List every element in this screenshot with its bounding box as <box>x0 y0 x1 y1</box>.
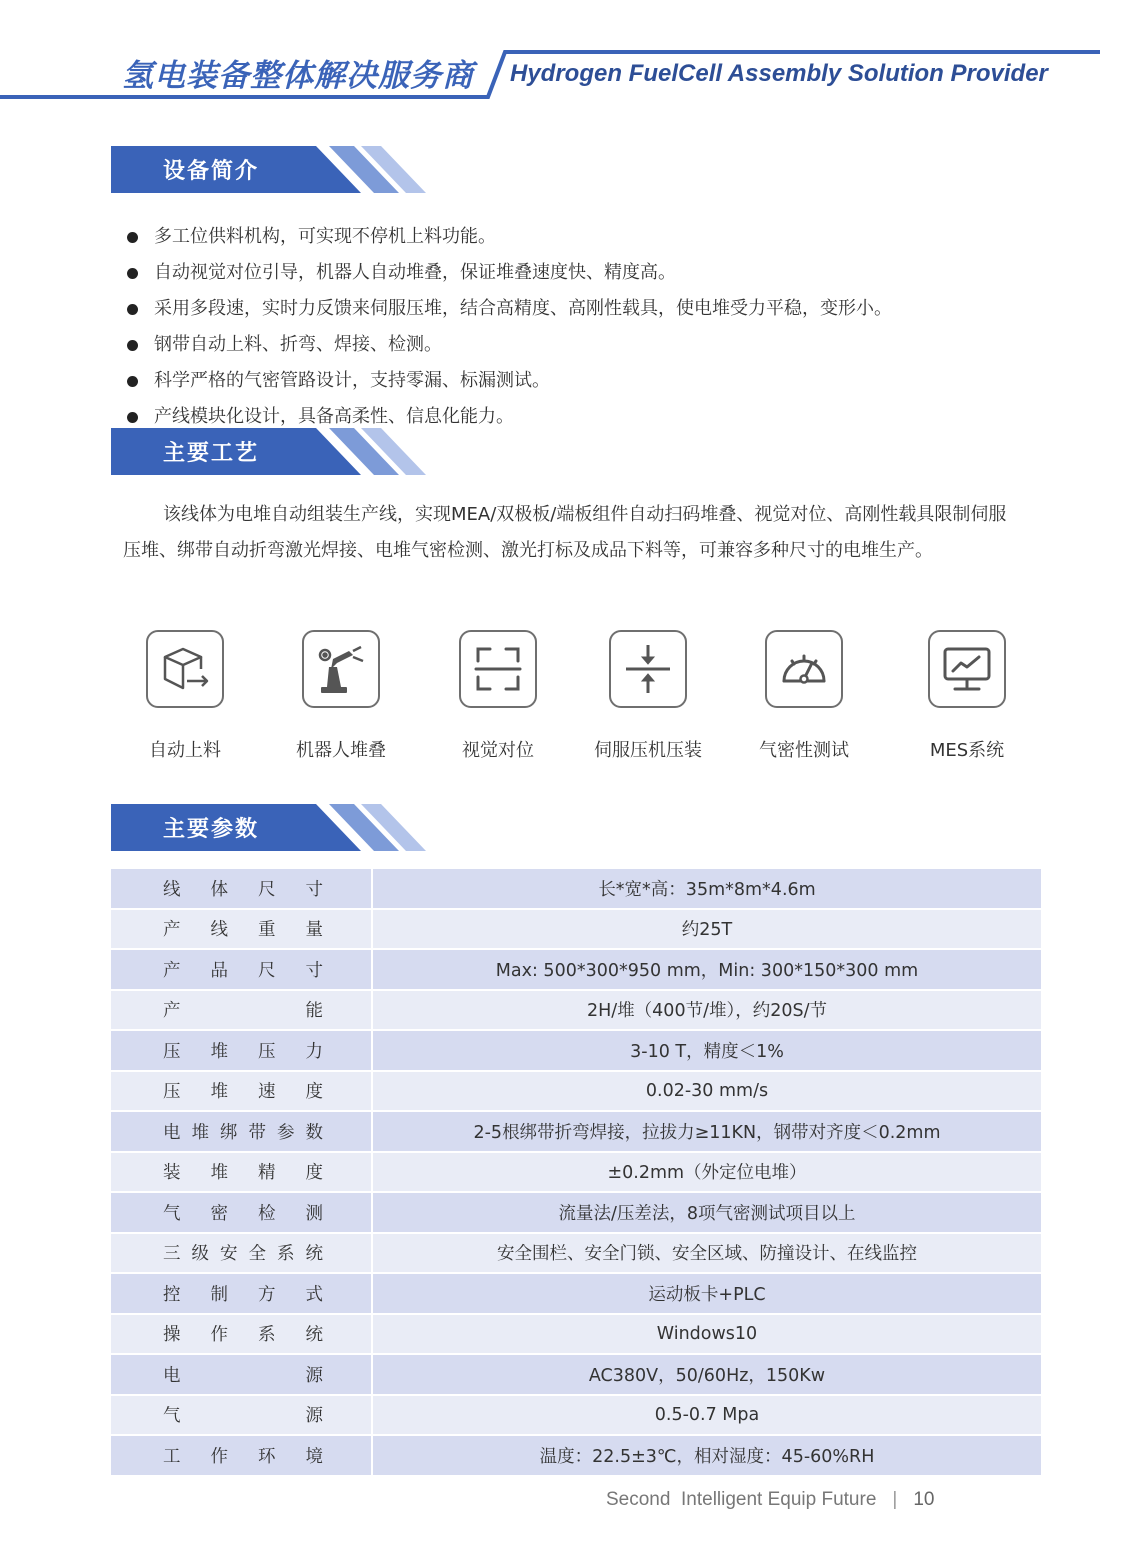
table-row <box>111 1030 1041 1071</box>
bullet-dot-icon <box>127 376 138 387</box>
param-value: 0.02-30 mm/s <box>372 1071 1041 1112</box>
param-name-chars <box>163 1443 323 1468</box>
press-icon <box>609 630 687 708</box>
param-name-char: 尺 <box>258 879 276 900</box>
param-name-char: 精 <box>258 1163 276 1184</box>
table-row <box>111 949 1041 990</box>
param-name-char: 统 <box>305 1244 323 1265</box>
process-step-label: 机器人堆叠 <box>296 740 386 761</box>
param-name-char: 压 <box>163 1082 181 1103</box>
param-name-char: 系 <box>277 1244 295 1265</box>
param-name <box>111 869 372 909</box>
monitor-chart-icon <box>928 630 1006 708</box>
param-name-char: 线 <box>210 920 228 941</box>
param-name-chars <box>163 1240 323 1265</box>
param-name <box>111 1233 372 1274</box>
param-name-chars <box>163 1402 323 1427</box>
param-name <box>111 1395 372 1436</box>
scan-frame-icon <box>459 630 537 708</box>
param-value: 运动板卡+PLC <box>372 1273 1041 1314</box>
param-name-chars <box>163 916 323 941</box>
param-name-char: 源 <box>305 1365 323 1386</box>
page-number: 10 <box>913 1489 935 1510</box>
process-icon-row <box>0 630 1132 770</box>
list-item: 科学严格的气密管路设计，支持零漏、标漏测试。 <box>124 364 892 400</box>
section-title-intro: 设备简介 <box>163 159 260 184</box>
param-name-char: 绑 <box>220 1122 238 1143</box>
bullet-dot-icon <box>127 412 138 423</box>
param-value: 0.5-0.7 Mpa <box>372 1395 1041 1436</box>
param-name-char: 堆 <box>210 1041 228 1062</box>
table-row <box>111 1233 1041 1274</box>
bullet-dot-icon <box>127 268 138 279</box>
param-name-chars <box>163 1281 323 1306</box>
table-row <box>111 1273 1041 1314</box>
param-name-char: 操 <box>163 1325 181 1346</box>
list-item: 多工位供料机构，可实现不停机上料功能。 <box>124 220 892 256</box>
section-banner-graphic <box>111 146 431 193</box>
list-item: 钢带自动上料、折弯、焊接、检测。 <box>124 328 892 364</box>
param-name <box>111 1030 372 1071</box>
param-name <box>111 1071 372 1112</box>
param-value: ±0.2mm（外定位电堆） <box>372 1152 1041 1193</box>
param-name-char: 作 <box>210 1446 228 1467</box>
section-title-params: 主要参数 <box>163 817 260 842</box>
page-footer <box>606 1489 934 1511</box>
param-name <box>111 1273 372 1314</box>
param-name-char: 三 <box>163 1244 181 1265</box>
process-step-label: 视觉对位 <box>462 740 534 761</box>
param-name-char: 数 <box>305 1122 323 1143</box>
param-name-char: 检 <box>258 1203 276 1224</box>
param-name <box>111 949 372 990</box>
param-name-char: 能 <box>305 1001 323 1022</box>
param-name-char: 度 <box>305 1163 323 1184</box>
param-name-char: 环 <box>258 1446 276 1467</box>
param-name-char: 方 <box>258 1284 276 1305</box>
param-name-char: 气 <box>163 1406 181 1427</box>
param-name-char: 测 <box>305 1203 323 1224</box>
param-name-char: 速 <box>258 1082 276 1103</box>
header-title-cn: 氢电装备整体解决服务商 <box>122 58 474 94</box>
process-step-label: 气密性测试 <box>759 740 849 761</box>
param-name-char: 电 <box>163 1365 181 1386</box>
gauge-icon <box>765 630 843 708</box>
param-name-char: 压 <box>163 1041 181 1062</box>
param-name-char: 度 <box>305 1082 323 1103</box>
param-value: 温度：22.5±3℃，相对湿度：45-60%RH <box>372 1435 1041 1476</box>
param-name-char: 工 <box>163 1446 181 1467</box>
table-row <box>111 909 1041 950</box>
param-name <box>111 1111 372 1152</box>
param-name <box>111 990 372 1031</box>
bullet-dot-icon <box>127 232 138 243</box>
header-title-en: Hydrogen FuelCell Assembly Solution Provider <box>510 60 1048 87</box>
param-name-char: 级 <box>191 1244 209 1265</box>
param-name-char: 线 <box>163 879 181 900</box>
footer-slogan: Second Intelligent Equip Future <box>606 1489 877 1510</box>
param-name-char: 全 <box>248 1244 266 1265</box>
param-value: 2H/堆（400节/堆），约20S/节 <box>372 990 1041 1031</box>
param-name-chars <box>163 1362 323 1387</box>
param-name-char: 装 <box>163 1163 181 1184</box>
param-value: AC380V，50/60Hz，150Kw <box>372 1354 1041 1395</box>
param-name-char: 产 <box>163 960 181 981</box>
table-row <box>111 1071 1041 1112</box>
param-name-char: 系 <box>258 1325 276 1346</box>
param-name-char: 控 <box>163 1284 181 1305</box>
param-name-char: 密 <box>210 1203 228 1224</box>
list-item: 产线模块化设计，具备高柔性、信息化能力。 <box>124 400 892 436</box>
param-name <box>111 1152 372 1193</box>
process-description: 该线体为电堆自动组装生产线，实现MEA/双极板/端板组件自动扫码堆叠、视觉对位、高刚性载具限制伺服压堆、绑带自动折弯激光焊接、电堆气密检测、激光打标及成品下料等，可兼容多种尺寸的电堆生产。 <box>123 504 1007 561</box>
param-name <box>111 909 372 950</box>
table-row <box>111 990 1041 1031</box>
param-name-char: 力 <box>305 1041 323 1062</box>
param-name-char: 参 <box>277 1122 295 1143</box>
footer-separator: | <box>892 1489 898 1510</box>
param-name-char: 体 <box>210 879 228 900</box>
param-name-chars <box>163 1159 323 1184</box>
param-name-chars <box>163 1321 323 1346</box>
param-name-chars <box>163 1119 323 1144</box>
table-row <box>111 1435 1041 1476</box>
intro-bullet-list <box>124 220 892 436</box>
table-row <box>111 869 1041 909</box>
bullet-dot-icon <box>127 304 138 315</box>
param-value: 2-5根绑带折弯焊接，拉拔力≥11KN，钢带对齐度＜0.2mm <box>372 1111 1041 1152</box>
param-name-chars <box>163 1038 323 1063</box>
process-step-label: 自动上料 <box>149 740 221 761</box>
param-name <box>111 1354 372 1395</box>
bullet-dot-icon <box>127 340 138 351</box>
param-value: 长*宽*高：35m*8m*4.6m <box>372 869 1041 909</box>
param-name-char: 气 <box>163 1203 181 1224</box>
section-header-intro <box>111 146 431 193</box>
param-name-char: 产 <box>163 1001 181 1022</box>
param-name-char: 堆 <box>210 1163 228 1184</box>
section-banner-graphic <box>111 428 431 475</box>
param-name-char: 境 <box>305 1446 323 1467</box>
section-header-process <box>111 428 431 475</box>
robot-arm-icon <box>302 630 380 708</box>
parameter-table <box>111 869 1041 1477</box>
box-arrow-icon <box>146 630 224 708</box>
param-name-char: 堆 <box>191 1122 209 1143</box>
table-row <box>111 1192 1041 1233</box>
param-name-char: 产 <box>163 920 181 941</box>
param-name <box>111 1435 372 1476</box>
table-row <box>111 1111 1041 1152</box>
param-name-chars <box>163 876 323 901</box>
table-row <box>111 1395 1041 1436</box>
param-name-char: 带 <box>248 1122 266 1143</box>
param-name-char: 作 <box>210 1325 228 1346</box>
param-name-char: 电 <box>163 1122 181 1143</box>
param-value: 安全围栏、安全门锁、安全区域、防撞设计、在线监控 <box>372 1233 1041 1274</box>
list-item: 采用多段速，实时力反馈来伺服压堆，结合高精度、高刚性载具，使电堆受力平稳，变形小。 <box>124 292 892 328</box>
param-value: 约25T <box>372 909 1041 950</box>
param-name <box>111 1314 372 1355</box>
process-step-label: MES系统 <box>929 740 1005 761</box>
param-name-char: 寸 <box>305 960 323 981</box>
param-value: Max: 500*300*950 mm，Min: 300*150*300 mm <box>372 949 1041 990</box>
table-row <box>111 1354 1041 1395</box>
table-row <box>111 1152 1041 1193</box>
list-item: 自动视觉对位引导，机器人自动堆叠，保证堆叠速度快、精度高。 <box>124 256 892 292</box>
section-title-process: 主要工艺 <box>163 441 260 466</box>
table-row <box>111 1314 1041 1355</box>
param-name-char: 统 <box>305 1325 323 1346</box>
param-name-char: 式 <box>305 1284 323 1305</box>
param-name-chars <box>163 1200 323 1225</box>
param-name-char: 压 <box>258 1041 276 1062</box>
param-name-char: 安 <box>220 1244 238 1265</box>
section-banner-graphic <box>111 804 431 851</box>
param-name-char: 制 <box>210 1284 228 1305</box>
page-header <box>0 0 1132 110</box>
process-step-label: 伺服压机压装 <box>594 740 702 761</box>
param-name-char: 品 <box>210 960 228 981</box>
param-value: 3-10 T，精度＜1% <box>372 1030 1041 1071</box>
param-name <box>111 1192 372 1233</box>
param-name-char: 尺 <box>258 960 276 981</box>
param-name-char: 寸 <box>305 879 323 900</box>
param-name-char: 源 <box>305 1406 323 1427</box>
param-name-char: 堆 <box>210 1082 228 1103</box>
param-name-char: 重 <box>258 920 276 941</box>
param-name-chars <box>163 1078 323 1103</box>
section-header-params <box>111 804 431 851</box>
param-value: Windows10 <box>372 1314 1041 1355</box>
param-name-chars <box>163 957 323 982</box>
param-value: 流量法/压差法，8项气密测试项目以上 <box>372 1192 1041 1233</box>
param-name-char: 量 <box>305 920 323 941</box>
param-name-chars <box>163 997 323 1022</box>
